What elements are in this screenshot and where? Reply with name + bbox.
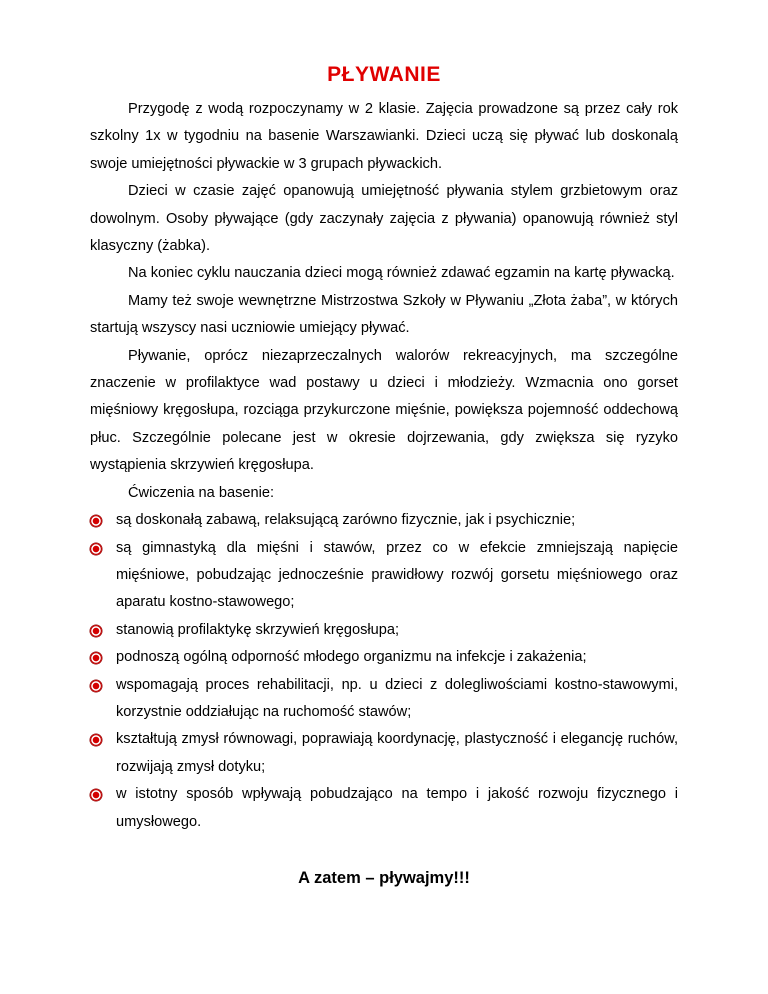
list-item-text: stanowią profilaktykę skrzywień kręgosłupa; <box>116 621 400 638</box>
paragraph-exam: Na koniec cyklu nauczania dzieci mogą również zdawać egzamin na kartę pływacką. <box>128 265 675 282</box>
list-item-text: kształtują zmysł równowagi, poprawiają koordynację, plastyczność i elegancję ruchów, rozwijają zmysł dotyku; <box>116 731 678 775</box>
list-item <box>90 726 678 781</box>
benefits-list <box>90 507 678 836</box>
list-item-text: są gimnastyką dla mięśni i stawów, przez co w efekcie zmniejszają napięcie mięśniowe, pobudzając jednocześnie prawidłowy rozwój gorsetu mięśniowego oraz aparatu kostno-stawowego; <box>116 539 678 611</box>
paragraph-benefits: Pływanie, oprócz niezaprzeczalnych walorów rekreacyjnych, ma szczególne znaczenie w profilaktyce wad postawy u dzieci i młodzieży. Wzmacnia ono gorset mięśniowy kręgosłupa, rozciąga przykurczone mięśnie, powiększa pojemność oddechową płuc. Szczególnie polecane jest w okresie dojrzewania, gdy zwiększa się ryzyko wystąpienia skrzywień kręgosłupa. <box>90 347 678 474</box>
closing-slogan: A zatem – pływajmy!!! <box>298 868 470 887</box>
list-item-text: są doskonałą zabawą, relaksującą zarówno fizycznie, jak i psychicznie; <box>116 512 576 529</box>
bullet-icon <box>90 789 102 801</box>
bullet-icon <box>90 734 102 746</box>
document-page <box>90 60 678 890</box>
paragraph-styles: Dzieci w czasie zajęć opanowują umiejętność pływania stylem grzbietowym oraz dowolnym. Osoby pływające (gdy zaczynały zajęcia z pływania) opanowują również styl klasyczny (żabka). <box>90 183 678 255</box>
list-item-text: w istotny sposób wpływają pobudzająco na tempo i jakość rozwoju fizycznego i umysłowego. <box>116 786 678 830</box>
bullet-icon <box>90 515 102 527</box>
list-item-text: wspomagają proces rehabilitacji, np. u dzieci z dolegliwościami kostno-stawowymi, korzystnie oddziałując na ruchomość stawów; <box>116 676 678 720</box>
paragraph-intro: Przygodę z wodą rozpoczynamy w 2 klasie. Zajęcia prowadzone są przez cały rok szkolny 1x w tygodniu na basenie Warszawianki. Dzieci uczą się pływać lub doskonalą swoje umiejętności pływackie w 3 grupach pływackich. <box>90 101 678 172</box>
bullet-icon <box>90 680 102 692</box>
list-item-text: podnoszą ogólną odporność młodego organizmu na infekcje i zakażenia; <box>116 649 587 666</box>
list-item <box>90 644 678 671</box>
list-item <box>90 617 678 644</box>
list-item <box>90 672 678 727</box>
list-item <box>90 507 678 534</box>
bullet-icon <box>90 652 102 664</box>
list-item <box>90 535 678 617</box>
paragraph-exercises-intro: Ćwiczenia na basenie: <box>128 484 275 501</box>
document-title: PŁYWANIE <box>327 63 441 86</box>
paragraph-championship: Mamy też swoje wewnętrzne Mistrzostwa Szkoły w Pływaniu „Złota żaba”, w których startują wszyscy nasi uczniowie umiejący pływać. <box>90 292 678 337</box>
bullet-icon <box>90 543 102 555</box>
list-item <box>90 781 678 836</box>
bullet-icon <box>90 625 102 637</box>
